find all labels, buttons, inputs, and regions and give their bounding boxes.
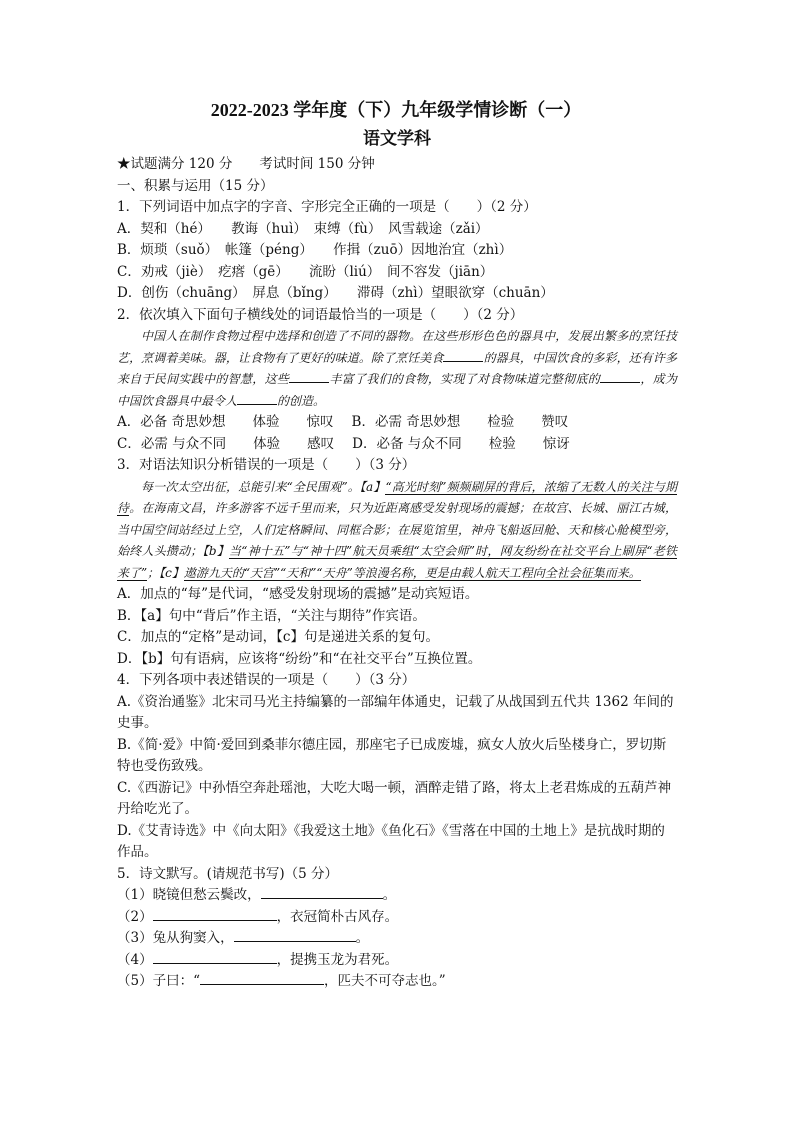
q4-option-d: D.《艾青诗选》中《向太阳》《我爱这土地》《鱼化石》《雪落在中国的土地上》是抗战时期的作品。	[117, 822, 665, 860]
answer-blank[interactable]	[153, 907, 277, 921]
q2-option-a: A．必备 奇思妙想 体验 惊叹	[117, 414, 334, 430]
q1-stem: 1．下列词语中加点字的字音、字形完全正确的一项是（ ）（2 分）	[117, 199, 537, 215]
q2-passage: 中国人在制作食物过程中选择和创造了不同的器物。在这些形形色色的器具中，发展出繁多的烹饪技艺，烹调着美味。器，让食物有了更好的味道。除了烹饪美食 的器具，中国饮食的多彩，还有许多来自于民间实践中的智慧，这些 丰富了我们的食物，实现了对食物味道完整彻底的 ，成为中国饮食器具中最令人 的创造。	[117, 329, 677, 408]
q5-item-2: （2） ，衣冠简朴古风存。	[117, 908, 399, 925]
q2-option-c: C．必需 与众不同 体验 感叹	[117, 435, 335, 452]
exam-page	[117, 96, 677, 993]
fill-blank	[289, 369, 329, 383]
label-c: 【c】	[159, 565, 184, 580]
answer-blank[interactable]	[200, 971, 324, 985]
q2-option-d: D．必备 与众不同 检验 惊讶	[352, 435, 570, 452]
q5-item-1: （1）晓镜但愁云鬓改， 。	[117, 887, 397, 903]
exam-info: ★试题满分 120 分 考试时间 150 分钟	[117, 156, 375, 172]
q2-option-b: B．必需 奇思妙想 检验 赞叹	[351, 414, 569, 430]
q3-option-b: B．【a】句中“背后”作主语，“关注与期待”作宾语。	[117, 607, 426, 624]
fill-blank	[237, 391, 277, 405]
label-b: 【b】	[202, 544, 229, 558]
q3-option-d: D．【b】句有语病，应该将“纷纷”和“在社交平台”互换位置。	[117, 650, 482, 667]
fill-blank	[600, 369, 640, 383]
q4-stem: 4．下列各项中表述错误的一项是（ ）（3 分）	[117, 672, 416, 688]
answer-blank[interactable]	[261, 885, 383, 899]
q5-item-4: （4） ，提携玉龙为君死。	[117, 951, 399, 968]
q3-option-a: A．加点的“每”是代词，“感受发射现场的震撼”是动宾短语。	[117, 586, 479, 602]
q1-option-a: A．契和（hé） 教诲（huì） 束缚（fù） 风雪载途（zǎi）	[117, 220, 489, 237]
sentence-c: 遨游九天的“天宫”“天和”“天舟”等浪漫名称，更是由载人航天工程向全社会征集而来。	[183, 565, 641, 580]
q2-stem: 2．依次填入下面句子横线处的词语最恰当的一项是（ ）（2 分）	[117, 306, 524, 323]
q3-option-c: C．加点的“定格”是动词，【c】句是递进关系的复句。	[117, 629, 439, 645]
q4-option-a: A.《资治通鉴》北宋司马光主持编纂的一部编年体通史，记载了从战国到五代共 1362 年间的史事。	[117, 693, 674, 731]
q3-stem: 3．对语法知识分析错误的一项是（ ）（3 分）	[117, 457, 416, 473]
q5-item-3: （3）兔从狗窦入， 。	[117, 930, 370, 946]
q1-option-d: D．创伤（chuāng） 屏息（bǐng） 滞碍（zhì）望眼欲穿（chuān）	[117, 285, 554, 301]
q3-passage: 每一次太空出征，总能引来“全民围观”。【a】“高光时刻”频频刷屏的背后，浓缩了无数人的关注与期待。在海南文昌，许多游客不远千里而来，只为近距离感受发射现场的震撼；在故宫、长城、丽江古城，当中国空间站经过上空，人们定格瞬间、同框合影；在展览馆里，神舟飞船返回舱、天和核心舱模型旁，始终人头攒动；【b】当“神十五”与“神十四”航天员乘组“太空会师”时，网友纷纷在社交平台上刷屏“老铁来了”；【c】遨游九天的“天宫”“天和”“天舟”等浪漫名称，更是由载人航天工程向全社会征集而来。	[117, 479, 678, 580]
q5-item-5: （5）子曰：“ ，匹夫不可夺志也。”	[117, 973, 446, 989]
label-a: 【a】	[359, 479, 386, 494]
q5-stem: 5．诗文默写。(请规范书写)（5 分）	[117, 865, 339, 882]
q4-option-c: C.《西游记》中孙悟空奔赴瑶池，大吃大喝一顿，酒醉走错了路，将太上老君炼成的五葫芦神丹给吃光了。	[117, 779, 672, 817]
answer-blank[interactable]	[234, 928, 356, 942]
q2-options-cd	[117, 434, 677, 456]
fill-blank	[443, 348, 483, 362]
exam-title: 2022-2023 学年度（下）九年级学情诊断（一）	[210, 100, 582, 120]
q4-option-b: B.《简·爱》中简·爱回到桑菲尔德庄园，那座宅子已成废墟，疯女人放火后坠楼身亡，罗切斯特也受伤致残。	[117, 736, 667, 774]
subject-title: 语文学科	[363, 129, 431, 149]
section-heading: 一、积累与运用（15 分）	[117, 177, 274, 194]
answer-blank[interactable]	[153, 950, 277, 964]
q1-option-c: C．劝戒（jiè） 疙瘩（gē） 流盼（liú） 间不容发（jiān）	[117, 263, 494, 280]
sentence-b: 当“神十五”与“神十四”航天员乘组“太空会师”时，网友纷纷在社交平台上刷屏“老铁来了”	[117, 544, 677, 580]
sentence-a: “高光时刻”频频刷屏的背后，浓缩了无数人的关注与期待	[117, 479, 678, 515]
q2-options-ab	[117, 412, 677, 434]
q1-option-b: B．烦琐（suǒ） 帐篷（péng） 作揖（zuō）因地治宜（zhì）	[117, 242, 513, 258]
